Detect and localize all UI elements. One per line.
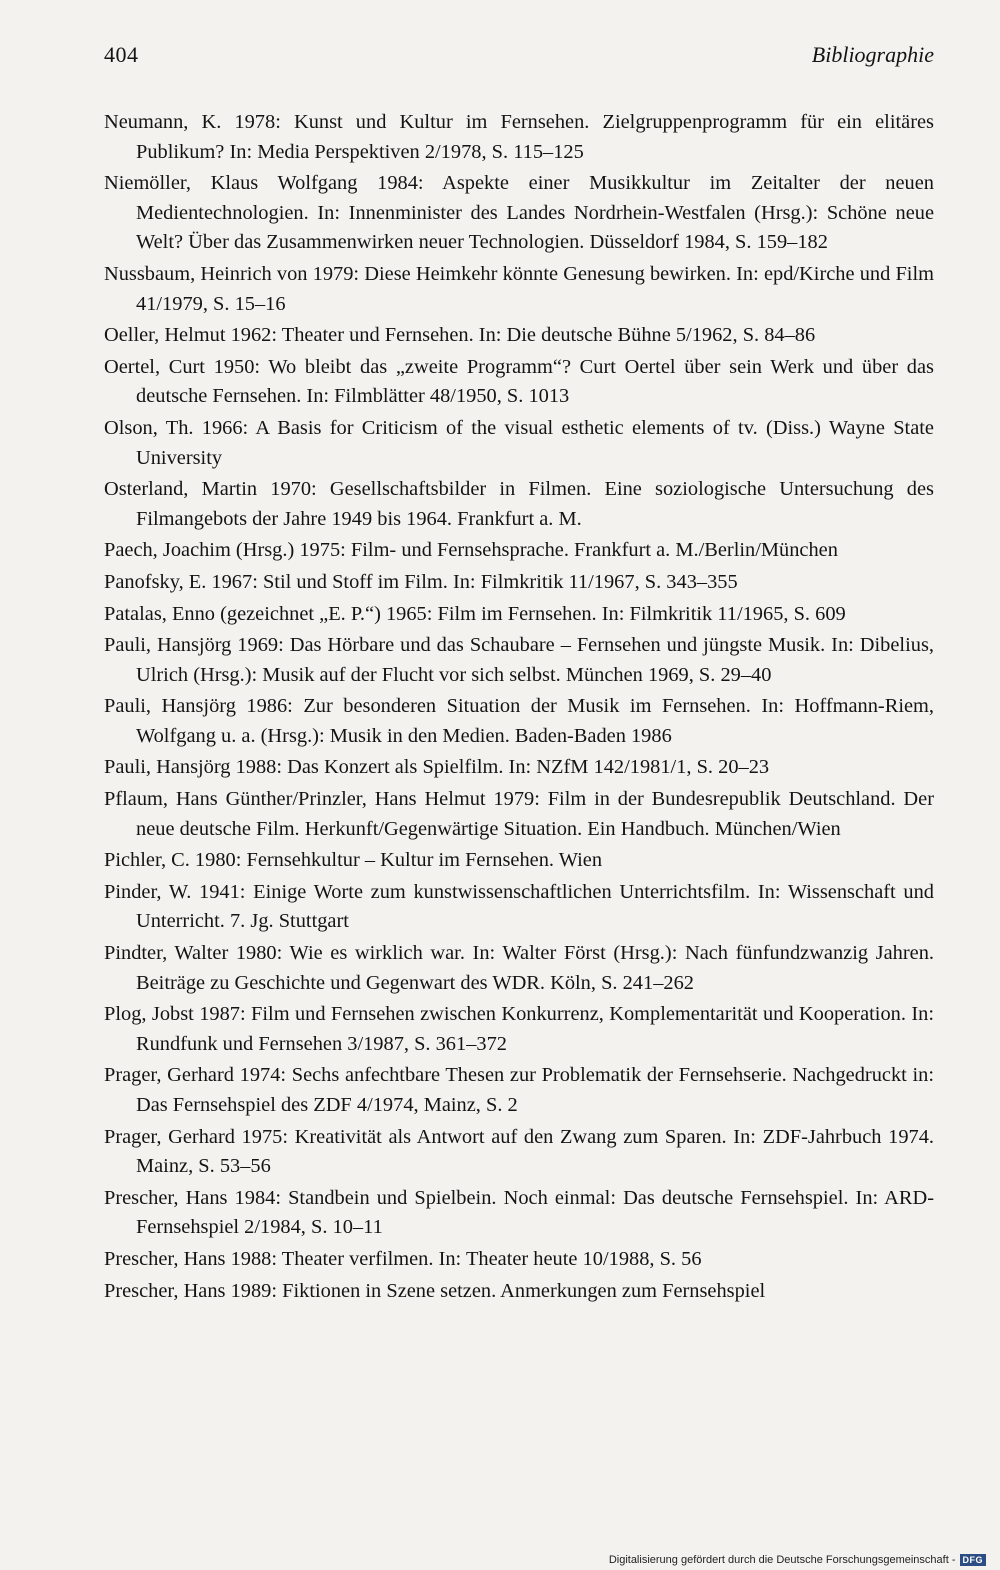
bibliography-entry: Prescher, Hans 1984: Standbein und Spielbein. Noch einmal: Das deutsche Fernsehspiel. In: ARD-Fernsehspiel 2/1984, S. 10–11 xyxy=(104,1186,934,1239)
bibliography-entry: Pflaum, Hans Günther/Prinzler, Hans Helmut 1979: Film in der Bundesrepublik Deutschland. Der neue deutsche Film. Herkunft/Gegenwärtige Situation. Ein Handbuch. München/Wien xyxy=(104,788,934,840)
running-head: Bibliographie xyxy=(811,42,934,67)
bibliography-entry: Prager, Gerhard 1974: Sechs anfechtbare Thesen zur Problematik der Fernsehserie. Nachgedruckt in: Das Fernsehspiel des ZDF 4/1974, Mainz, S. 2 xyxy=(104,1064,934,1116)
digitization-footer xyxy=(609,1554,986,1566)
bibliography-entry: Osterland, Martin 1970: Gesellschaftsbilder in Filmen. Eine soziologische Untersuchung des Filmangebots der Jahre 1949 bis 1964. Frankfurt a. M. xyxy=(104,478,934,530)
bibliography-entry: Pindter, Walter 1980: Wie es wirklich war. In: Walter Först (Hrsg.): Nach fünfundzwanzig Jahren. Beiträge zu Geschichte und Gegenwart des WDR. Köln, S. 241–262 xyxy=(104,942,934,994)
bibliography-entry: Pauli, Hansjörg 1988: Das Konzert als Spielfilm. In: NZfM 142/1981/1, S. 20–23 xyxy=(104,756,770,779)
bibliography-entry: Niemöller, Klaus Wolfgang 1984: Aspekte einer Musikkultur im Zeitalter der neuen Medientechnologien. In: Innenminister des Landes Nordrhein-Westfalen (Hrsg.): Schöne neue Welt? Über das Zusammenwirken neuer Technologien. Düsseldorf 1984, S. 159–182 xyxy=(104,172,934,254)
bibliography-entry: Neumann, K. 1978: Kunst und Kultur im Fernsehen. Zielgruppenprogramm für ein elitäres Publikum? In: Media Perspektiven 2/1978, S. 115–125 xyxy=(104,111,934,163)
bibliography-entry: Panofsky, E. 1967: Stil und Stoff im Film. In: Filmkritik 11/1967, S. 343–355 xyxy=(104,570,738,593)
bibliography-list xyxy=(104,108,934,1308)
bibliography-entry: Prescher, Hans 1989: Fiktionen in Szene setzen. Anmerkungen zum Fernsehspiel xyxy=(104,1279,766,1302)
dfg-logo: DFG xyxy=(960,1554,987,1566)
bibliography-entry: Olson, Th. 1966: A Basis for Criticism of the visual esthetic elements of tv. (Diss.) Wayne State University xyxy=(104,416,934,469)
bibliography-entry: Plog, Jobst 1987: Film und Fernsehen zwischen Konkurrenz, Komplementarität und Kooperation. In: Rundfunk und Fernsehen 3/1987, S. 361–372 xyxy=(104,1003,934,1055)
bibliography-entry: Prescher, Hans 1988: Theater verfilmen. In: Theater heute 10/1988, S. 56 xyxy=(104,1247,702,1270)
bibliography-entry: Pauli, Hansjörg 1986: Zur besonderen Situation der Musik im Fernsehen. In: Hoffmann-Riem, Wolfgang u. a. (Hrsg.): Musik in den Medien. Baden-Baden 1986 xyxy=(104,695,934,747)
page-number: 404 xyxy=(104,42,139,67)
bibliography-entry: Nussbaum, Heinrich von 1979: Diese Heimkehr könnte Genesung bewirken. In: epd/Kirche und Film 41/1979, S. 15–16 xyxy=(104,262,934,315)
bibliography-entry: Pinder, W. 1941: Einige Worte zum kunstwissenschaftlichen Unterrichtsfilm. In: Wissenschaft und Unterricht. 7. Jg. Stuttgart xyxy=(104,880,934,933)
bibliography-entry: Oeller, Helmut 1962: Theater und Fernsehen. In: Die deutsche Bühne 5/1962, S. 84–86 xyxy=(104,324,816,347)
bibliography-entry: Patalas, Enno (gezeichnet „E. P.“) 1965: Film im Fernsehen. In: Filmkritik 11/1965, S. 609 xyxy=(104,602,846,625)
bibliography-entry: Oertel, Curt 1950: Wo bleibt das „zweite Programm“? Curt Oertel über sein Werk und über das deutsche Fernsehen. In: Filmblätter 48/1950, S. 1013 xyxy=(104,355,934,408)
bibliography-entry: Pichler, C. 1980: Fernsehkultur – Kultur im Fernsehen. Wien xyxy=(104,849,603,872)
bibliography-entry: Paech, Joachim (Hrsg.) 1975: Film- und Fernsehsprache. Frankfurt a. M./Berlin/München xyxy=(104,539,838,562)
bibliography-entry: Pauli, Hansjörg 1969: Das Hörbare und das Schaubare – Fernsehen und jüngste Musik. In: Dibelius, Ulrich (Hrsg.): Musik auf der Flucht vor sich selbst. München 1969, S. 29–40 xyxy=(104,634,934,686)
digitization-credit: Digitalisierung gefördert durch die Deutsche Forschungsgemeinschaft - xyxy=(608,1554,956,1566)
page-header xyxy=(104,42,934,68)
bibliography-entry: Prager, Gerhard 1975: Kreativität als Antwort auf den Zwang zum Sparen. In: ZDF-Jahrbuch 1974. Mainz, S. 53–56 xyxy=(104,1125,934,1178)
